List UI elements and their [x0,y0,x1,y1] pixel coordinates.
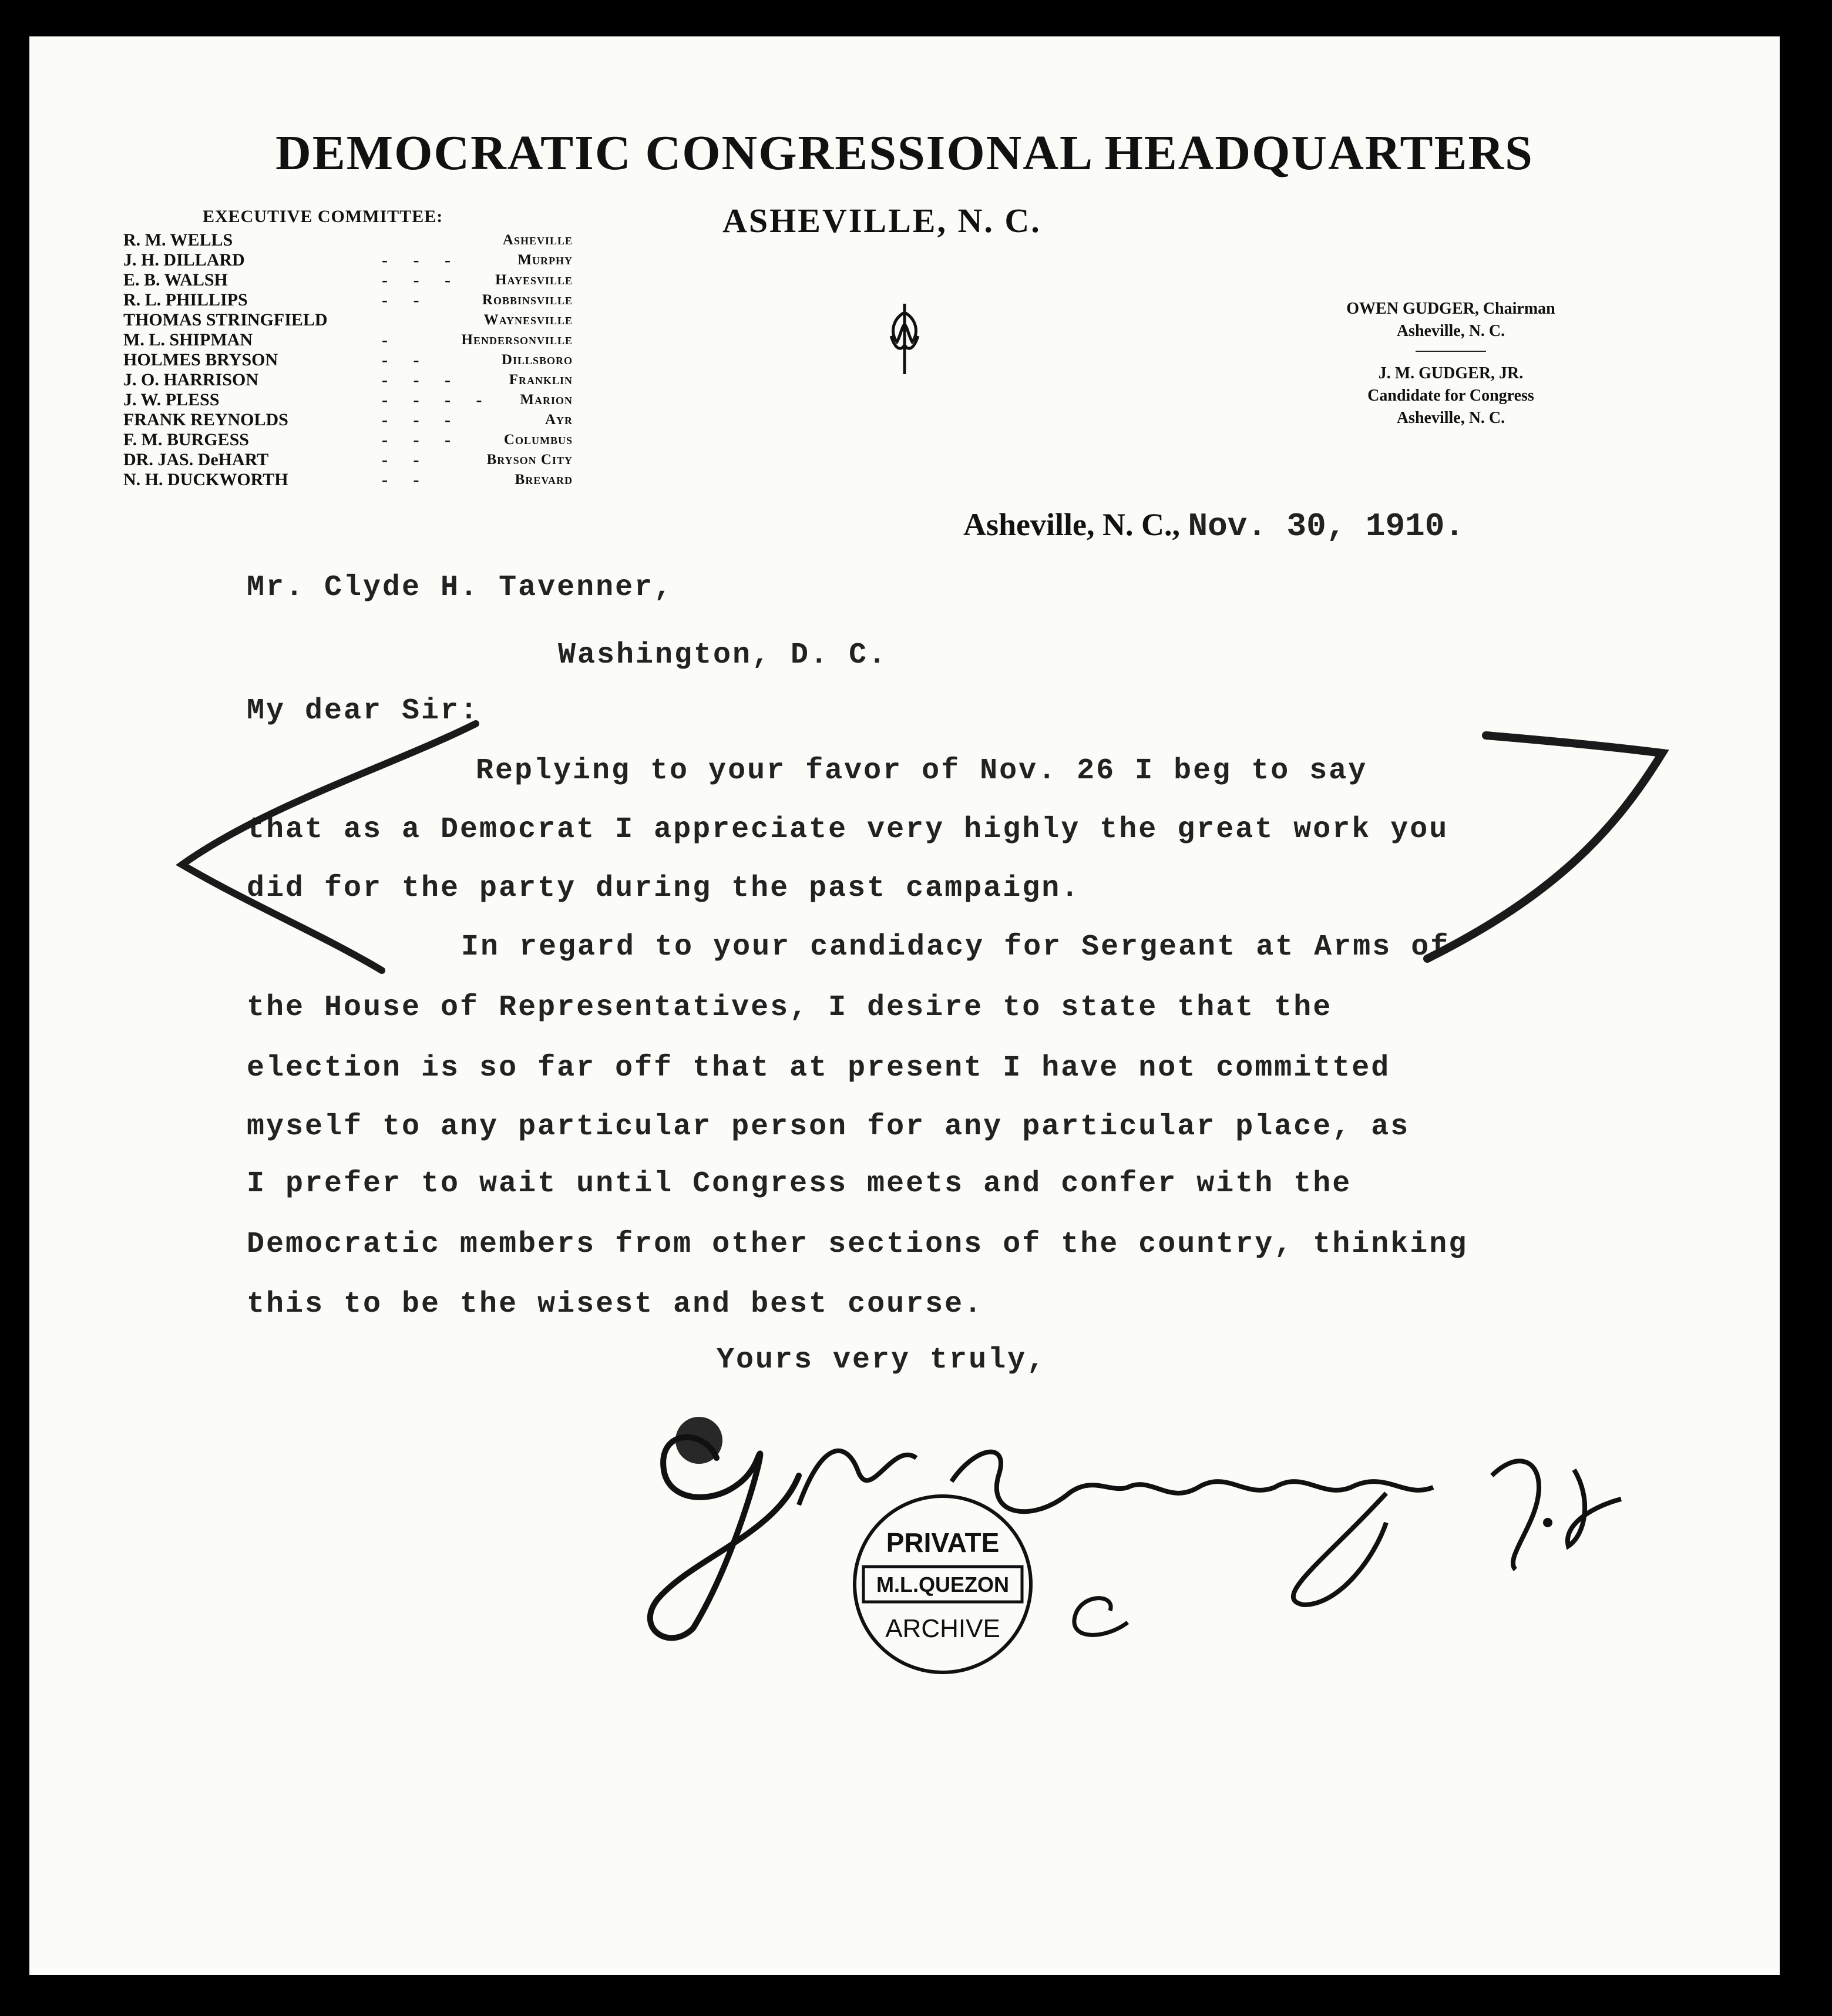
stamp-top-text: PRIVATE [886,1527,1000,1558]
body-line: In regard to your candidacy for Sergeant at Arms of [461,930,1450,964]
body-line: Democratic members from other sections of the country, thinking [247,1228,1468,1261]
list-item: R. M. WELLS Asheville [123,230,573,250]
body-line: Replying to your favor of Nov. 26 I beg to say [476,754,1368,788]
list-item: J. H. DILLARD - - - Murphy [123,250,573,270]
date-typed: Nov. 30, 1910. [1188,508,1464,545]
candidate-role: Candidate for Congress [1367,387,1534,405]
body-line: that as a Democrat I appreciate very highly the great work you [247,813,1449,846]
chairman-name: OWEN GUDGER, Chairman [1346,300,1555,318]
candidate-city: Asheville, N. C. [1396,409,1505,427]
chairman-block [1286,298,1615,429]
body-line: this to be the wisest and best course. [247,1288,984,1321]
body-line: I prefer to wait until Congress meets and confer with the [247,1167,1352,1201]
body-line: election is so far off that at present I have not committed [247,1051,1391,1085]
pencil-mark [147,712,1692,982]
divider [1416,351,1486,352]
list-item: DR. JAS. DeHART - - Bryson City [123,450,573,469]
date-prefix: Asheville, N. C., [963,507,1180,542]
address-line: Washington, D. C. [558,639,888,672]
candidate-name: J. M. GUDGER, JR. [1378,364,1524,382]
salutation: My dear Sir: [247,694,480,728]
body-line: did for the party during the past campaign. [247,872,1081,905]
list-item: E. B. WALSH - - - Hayesville [123,270,573,290]
list-item: FRANK REYNOLDS - - - Ayr [123,410,573,429]
signature [623,1405,1797,1652]
list-item: M. L. SHIPMAN - Hendersonville [123,330,573,350]
letter-page [29,36,1780,1975]
list-item: N. H. DUCKWORTH - - Brevard [123,470,573,489]
list-item: F. M. BURGESS - - - Columbus [123,430,573,449]
chairman-city: Asheville, N. C. [1396,322,1505,340]
closing: Yours very truly, [717,1343,1047,1377]
letterhead-city: ASHEVILLE, N. C. [722,201,1041,240]
list-item: J. W. PLESS - - - - Marion [123,390,573,409]
list-item: HOLMES BRYSON - - Dillsboro [123,350,573,369]
body-line: myself to any particular person for any particular place, as [247,1110,1410,1144]
addressee: Mr. Clyde H. Tavenner, [247,571,674,604]
committee-heading: EXECUTIVE COMMITTEE: [203,207,443,226]
stamp-middle-text: M.L.QUEZON [876,1573,1009,1597]
list-item: J. O. HARRISON - - - Franklin [123,370,573,389]
emblem-icon [884,301,925,377]
committee-list [123,230,573,490]
archive-stamp [846,1487,1040,1681]
body-line: the House of Representatives, I desire to state that the [247,991,1333,1024]
list-item: R. L. PHILLIPS - - Robbinsville [123,290,573,310]
list-item: THOMAS STRINGFIELD Waynesville [123,310,573,330]
letterhead-title: DEMOCRATIC CONGRESSIONAL HEADQUARTERS [275,126,1534,180]
stamp-bottom-text: ARCHIVE [885,1614,1000,1643]
date-line [963,506,1464,545]
